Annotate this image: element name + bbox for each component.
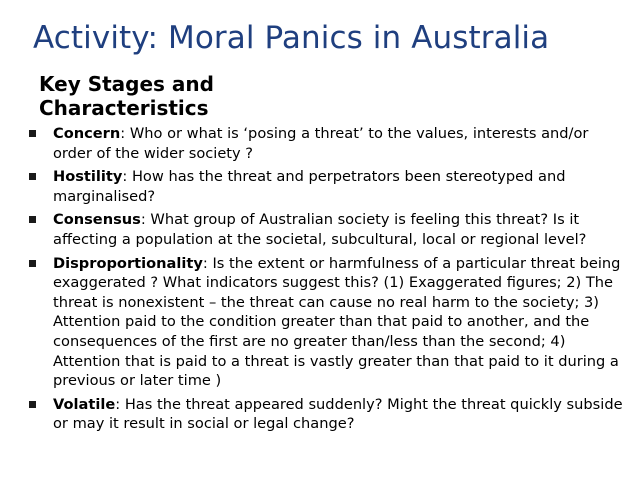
bullet-term: Consensus (53, 211, 141, 229)
bullet-hostility (28, 167, 628, 206)
bullet-term: Concern (53, 125, 121, 142)
bullet-text: : What group of Australian society is feeling this threat? Is it affecting a population at the societal, subcultural, local or regional level? (53, 211, 587, 248)
bullet-consensus (28, 210, 628, 249)
bullet-text: : Has the threat appeared suddenly? Might the threat quickly subside or may it result in social or legal change? (53, 395, 623, 433)
subtitle-line-1: Key Stages and (39, 72, 214, 96)
square-bullet-icon (29, 260, 36, 267)
bullet-text: : Who or what is ‘posing a threat’ to the values, interests and/or order of the wider society ? (53, 125, 589, 162)
square-bullet-icon (29, 216, 36, 223)
bullet-term: Volatile (53, 395, 116, 413)
subtitle-line-2: Characteristics (39, 96, 209, 120)
bullet-text: : Is the extent or harmfulness of a particular threat being exaggerated ? What indicators suggest this? (1) Exaggerated figures; 2) The threat is nonexistent – the threat can cause no real harm to the society; 3) Attention paid to the condition greater than that paid to another, and the consequences of the first are no greater than/less than the second; 4) Attention that is paid to a threat is vastly greater than that paid to it during a previous or later time ) (53, 254, 621, 390)
bullet-disproportionality (28, 254, 628, 391)
bullet-term: Hostility (53, 168, 123, 186)
slide-title: Activity: Moral Panics in Australia (33, 20, 550, 56)
bullet-list (28, 124, 628, 438)
bullet-term: Disproportionality (53, 254, 203, 272)
square-bullet-icon (29, 401, 36, 408)
bullet-concern (28, 124, 628, 163)
square-bullet-icon (29, 130, 36, 137)
square-bullet-icon (29, 173, 36, 180)
slide-subtitle (39, 72, 214, 120)
bullet-text: : How has the threat and perpetrators been stereotyped and marginalised? (53, 168, 566, 205)
bullet-volatile (28, 395, 628, 434)
